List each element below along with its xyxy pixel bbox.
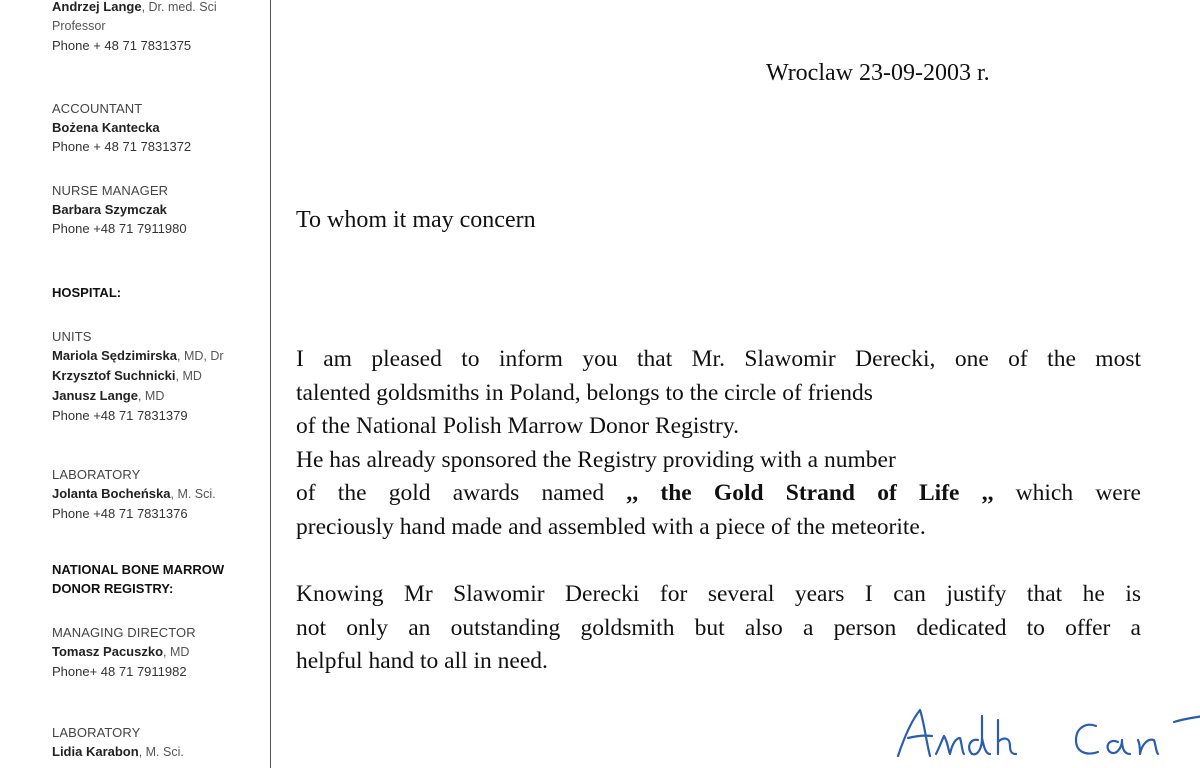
section-label: LABORATORY	[52, 467, 141, 482]
contact-role: Professor	[52, 19, 106, 33]
contact-name: Andrzej Lange	[52, 0, 142, 14]
contact-title: , MD	[137, 389, 165, 403]
contact-name: Mariola Sędzimirska	[52, 348, 177, 363]
contact-title: , MD	[175, 369, 202, 383]
sidebar-laboratory-2	[52, 723, 184, 762]
handwritten-signature	[886, 682, 1200, 768]
section-label: NURSE MANAGER	[52, 183, 169, 198]
contact-phone: Phone +48 71 7831379	[52, 408, 188, 423]
sidebar-accountant	[52, 99, 191, 156]
contact-name: Lidia Karabon	[52, 744, 139, 759]
paragraph-line: talented goldsmiths in Poland, belongs to the circle of friends	[296, 379, 873, 406]
award-name: ,, the Gold Strand of Life ,,	[626, 480, 994, 506]
section-label: LABORATORY	[52, 725, 141, 740]
contact-phone: Phone +48 71 7831376	[52, 506, 188, 521]
contact-title: , MD	[163, 645, 190, 659]
letterhead-sidebar	[0, 0, 271, 768]
contact-phone: Phone + 48 71 7831375	[52, 38, 192, 53]
sidebar-laboratory	[52, 465, 216, 523]
letter-paragraph-1	[296, 343, 1141, 544]
paragraph-line: preciously hand made and assembled with a piece of the meteorite.	[296, 513, 926, 540]
contact-name: Krzysztof Suchnicki	[52, 368, 176, 383]
contact-name: Janusz Lange	[52, 388, 138, 403]
letter-salutation: To whom it may concern	[296, 207, 536, 233]
sidebar-units	[52, 327, 224, 425]
letter-paragraph-2	[296, 578, 1141, 679]
section-label: UNITS	[52, 329, 92, 344]
paragraph-line: of the National Polish Marrow Donor Registry.	[296, 413, 739, 439]
contact-title: , Dr. med. Sci	[141, 0, 217, 14]
contact-title: , M. Sci.	[138, 745, 184, 759]
paragraph-line: I am pleased to inform you that Mr. Slawomir Derecki, one of the most	[296, 346, 1141, 372]
sidebar-managing-director	[52, 623, 196, 681]
contact-title: , MD, Dr	[177, 349, 224, 363]
contact-name: Tomasz Pacuszko	[52, 644, 164, 659]
sidebar-top-contact	[52, 0, 217, 55]
contact-title: , M. Sci.	[170, 487, 216, 501]
contact-phone: Phone + 48 71 7831372	[52, 139, 192, 154]
paragraph-line: not only an outstanding goldsmith but also a person dedicated to offer a	[296, 614, 1141, 641]
sidebar-nurse-manager	[52, 181, 187, 238]
contact-phone: Phone+ 48 71 7911982	[52, 664, 187, 679]
sidebar-hospital-heading: HOSPITAL:	[52, 285, 122, 300]
contact-phone: Phone +48 71 7911980	[52, 221, 187, 236]
contact-name: Barbara Szymczak	[52, 202, 167, 217]
section-label: MANAGING DIRECTOR	[52, 625, 196, 640]
sidebar-registry-heading: NATIONAL BONE MARROW DONOR REGISTRY:	[52, 562, 225, 596]
letter-date: Wroclaw 23-09-2003 r.	[766, 60, 990, 86]
section-label: ACCOUNTANT	[52, 101, 143, 116]
contact-name: Bożena Kantecka	[52, 120, 160, 135]
letter-body	[296, 0, 1156, 768]
paragraph-line: Knowing Mr Slawomir Derecki for several years I can justify that he is	[296, 581, 1141, 607]
paragraph-line: He has already sponsored the Registry providing with a number	[296, 446, 896, 473]
contact-name: Jolanta Bocheńska	[52, 486, 171, 501]
paragraph-line: of the gold awards named ,, the Gold Strand of Life ,, which were	[296, 480, 1141, 506]
paragraph-line: helpful hand to all in need.	[296, 648, 548, 674]
